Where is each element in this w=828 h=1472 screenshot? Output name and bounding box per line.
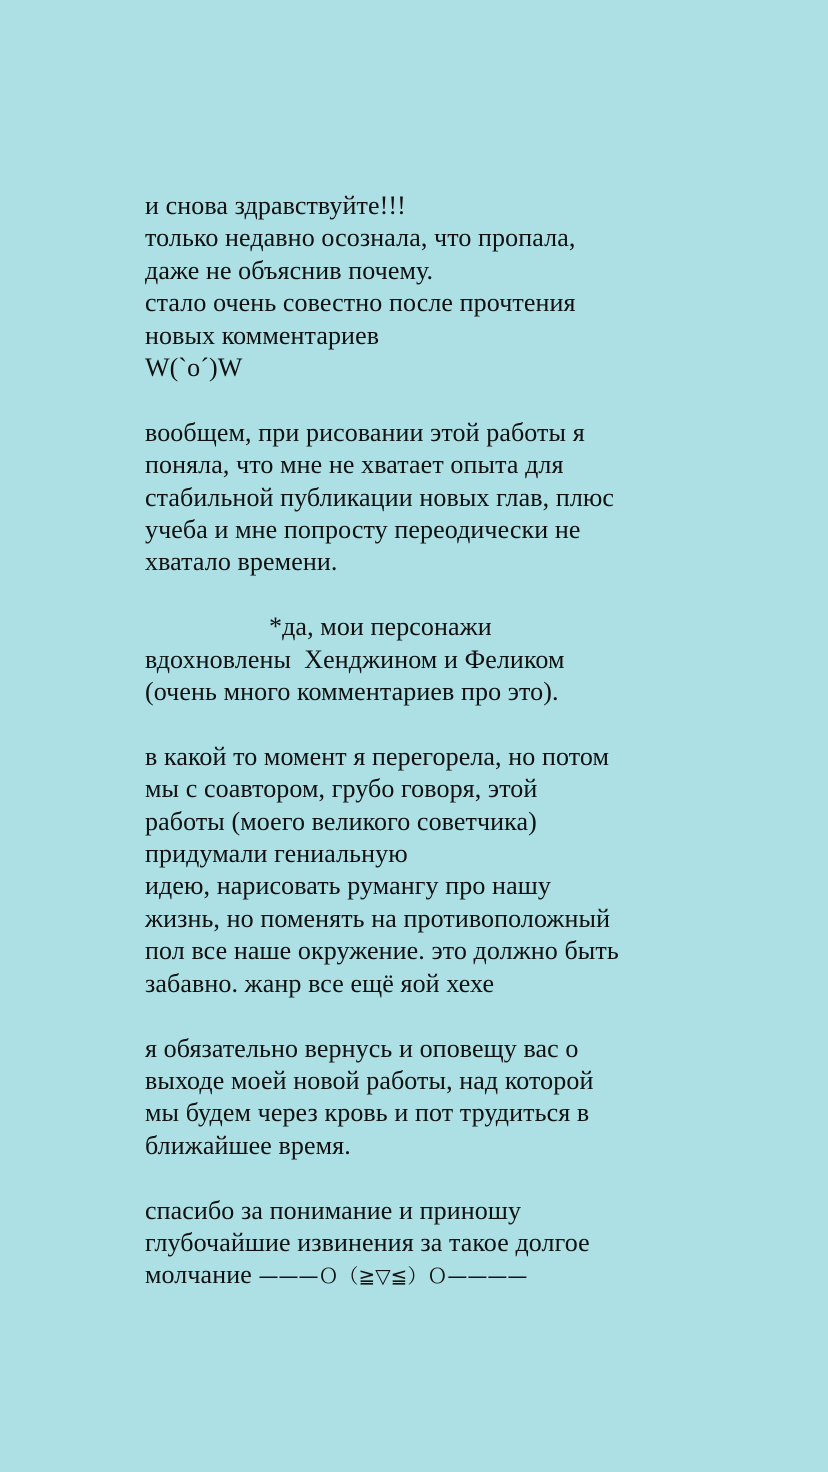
text-line: ближайшее время. — [145, 1130, 351, 1160]
paragraph-thanks — [145, 1195, 745, 1293]
story-text — [145, 190, 745, 1325]
text-line: глубочайшие извинения за такое долгое — [145, 1227, 590, 1257]
text-line: жизнь, но поменять на противоположный — [145, 903, 611, 933]
text-line: вдохновлены Хенджином и Феликом — [145, 644, 565, 674]
text-line: пол все наше окружение. это должно быть — [145, 936, 619, 966]
text-line: идею, нарисовать румангу про нашу — [145, 871, 551, 901]
text-line: учеба и мне попросту переодически не — [145, 515, 581, 545]
text-line: даже не объяснив почему. — [145, 255, 434, 285]
emoticon-line: W(`o´)W — [145, 353, 243, 383]
text-line: спасибо за понимание и приношу — [145, 1195, 522, 1225]
text-line: новых комментариев — [145, 320, 380, 350]
text-line: только недавно осознала, что пропала, — [145, 223, 576, 253]
closing-line — [145, 1259, 745, 1292]
text-line: я обязательно вернусь и оповещу вас о — [145, 1033, 579, 1063]
text-line: мы будем через кровь и пот трудиться в — [145, 1098, 590, 1128]
paragraph-explanation — [145, 417, 745, 579]
text-line: выходе моей новой работы, над которой — [145, 1065, 594, 1095]
paragraph-new-idea — [145, 741, 745, 1000]
text-line: (очень много комментариев про это). — [145, 677, 559, 707]
text-line: стабильной публикации новых глав, плюс — [145, 482, 615, 512]
text-line: придумали гениальную — [145, 839, 408, 869]
text-line: вообщем, при рисовании этой работы я — [145, 417, 585, 447]
text-line: мы с соавтором, грубо говоря, этой — [145, 774, 538, 804]
closing-word: молчание — [145, 1260, 252, 1290]
text-line: *да, мои персонажи — [269, 612, 492, 642]
closing-emoticon: ———Ｏ（≧▽≦）Ｏ———— — [258, 1264, 528, 1289]
paragraph-greeting — [145, 190, 745, 384]
paragraph-promise — [145, 1033, 745, 1163]
text-line: стало очень совестно после прочтения — [145, 288, 576, 318]
text-line: работы (моего великого советчика) — [145, 806, 537, 836]
text-line: забавно. жанр все ещё яой хехе — [145, 968, 495, 998]
text-line: и снова здравствуйте!!! — [145, 191, 406, 220]
text-line: хватало времени. — [145, 547, 338, 577]
text-line: в какой то момент я перегорела, но потом — [145, 741, 610, 771]
text-line: поняла, что мне не хватает опыта для — [145, 450, 564, 480]
paragraph-characters-note — [145, 611, 745, 708]
